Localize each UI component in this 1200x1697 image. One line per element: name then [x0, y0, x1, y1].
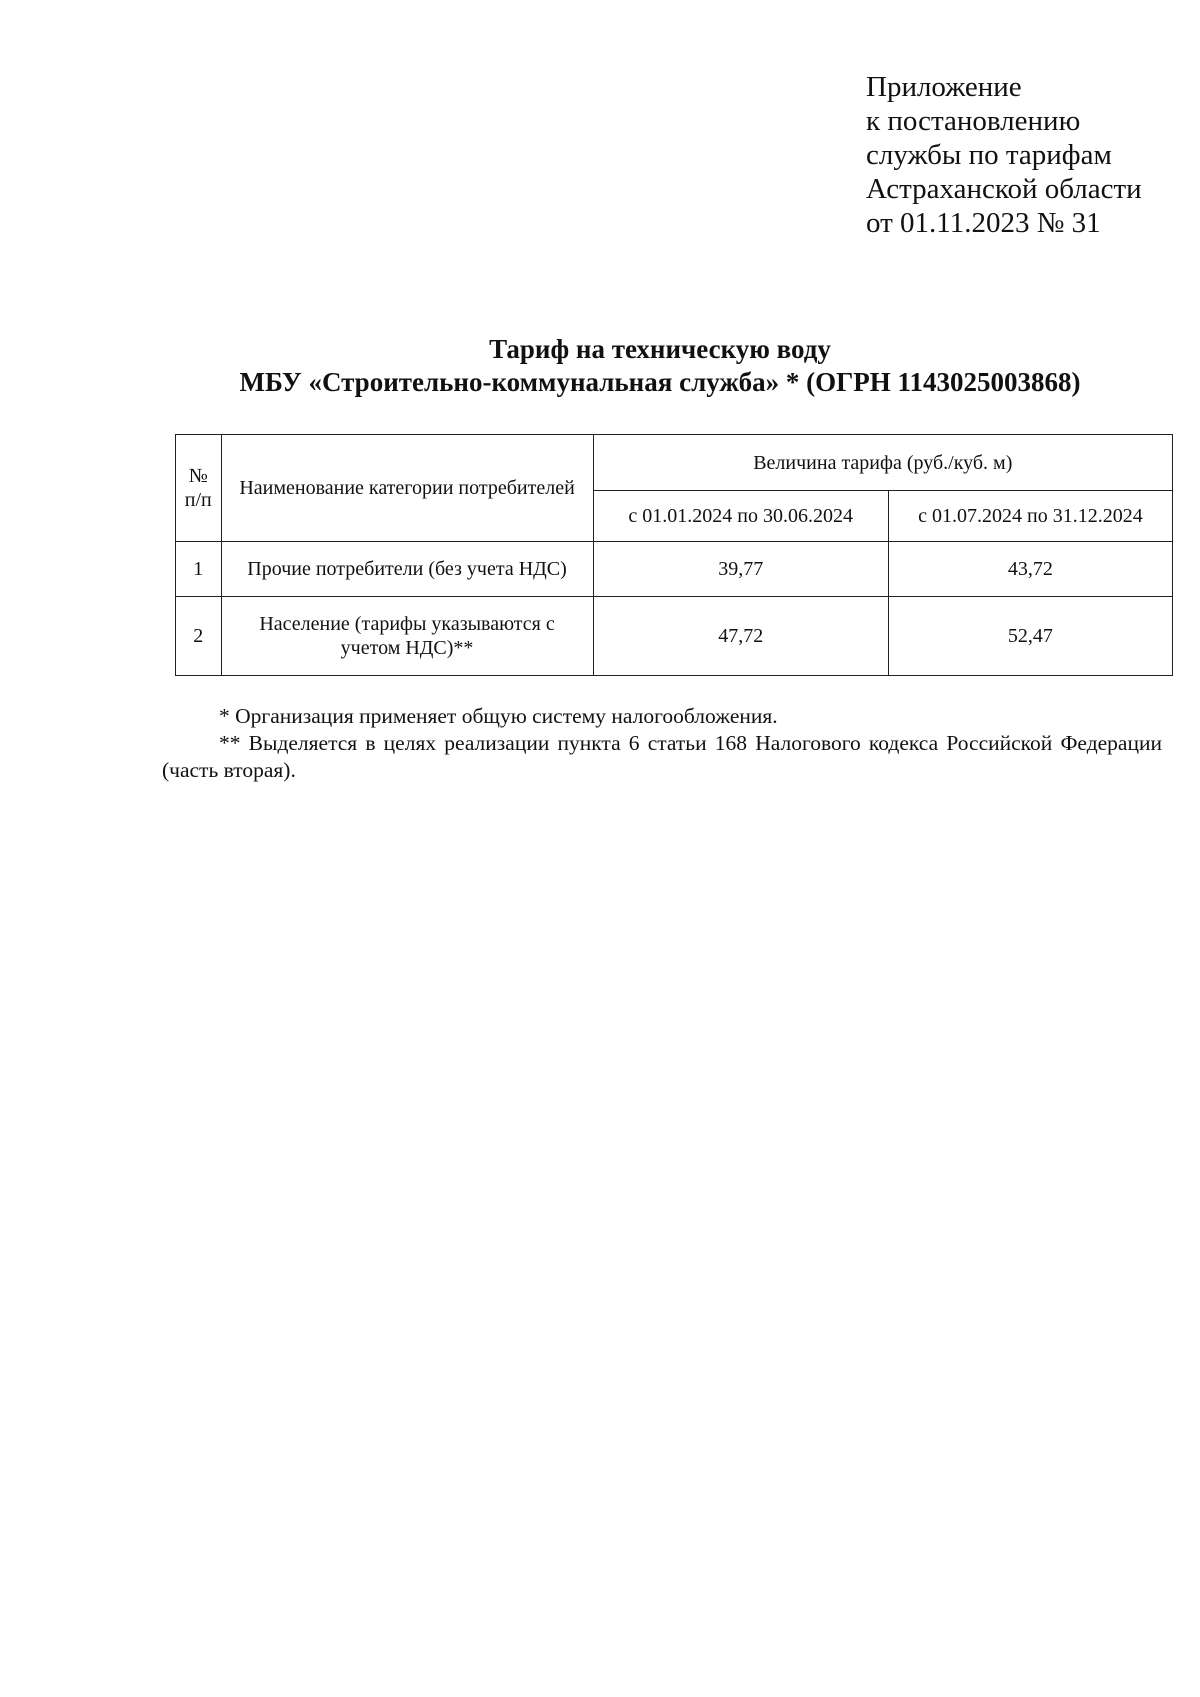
row-num: 1 — [176, 542, 222, 597]
tariff-table — [175, 434, 1173, 676]
header-period-2: с 01.07.2024 по 31.12.2024 — [888, 491, 1172, 542]
row-num: 2 — [176, 597, 222, 676]
appendix-line: Приложение — [866, 71, 1022, 103]
appendix-line: службы по тарифам — [866, 139, 1112, 171]
appendix-line: к постановлению — [866, 105, 1081, 137]
header-category: Наименование категории потребителей — [221, 435, 593, 542]
header-period-1: с 01.01.2024 по 30.06.2024 — [593, 491, 888, 542]
footnotes — [162, 703, 1162, 784]
appendix-line: Астраханской области — [866, 173, 1142, 205]
header-tariff-value: Величина тарифа (руб./куб. м) — [593, 435, 1172, 491]
table-row — [176, 597, 1173, 676]
table-header-row — [176, 435, 1173, 491]
row-category: Население (тарифы указываются с учетом НДС)** — [221, 597, 593, 676]
row-value-period-2: 52,47 — [888, 597, 1172, 676]
appendix-line: от 01.11.2023 № 31 — [866, 207, 1101, 239]
document-title — [160, 333, 1160, 399]
row-value-period-1: 47,72 — [593, 597, 888, 676]
appendix-header — [866, 70, 1142, 240]
row-category: Прочие потребители (без учета НДС) — [221, 542, 593, 597]
title-line-2: МБУ «Строительно-коммунальная служба» * (ОГРН 1143025003868) — [239, 367, 1081, 397]
header-num: № п/п — [176, 435, 222, 542]
row-value-period-1: 39,77 — [593, 542, 888, 597]
footnote-2: ** Выделяется в целях реализации пункта 6 статьи 168 Налогового кодекса Российской Федерации (часть вторая). — [162, 731, 1162, 782]
footnote-1: * Организация применяет общую систему налогообложения. — [219, 704, 778, 728]
table-row — [176, 542, 1173, 597]
title-line-1: Тариф на техническую воду — [489, 334, 831, 364]
row-value-period-2: 43,72 — [888, 542, 1172, 597]
